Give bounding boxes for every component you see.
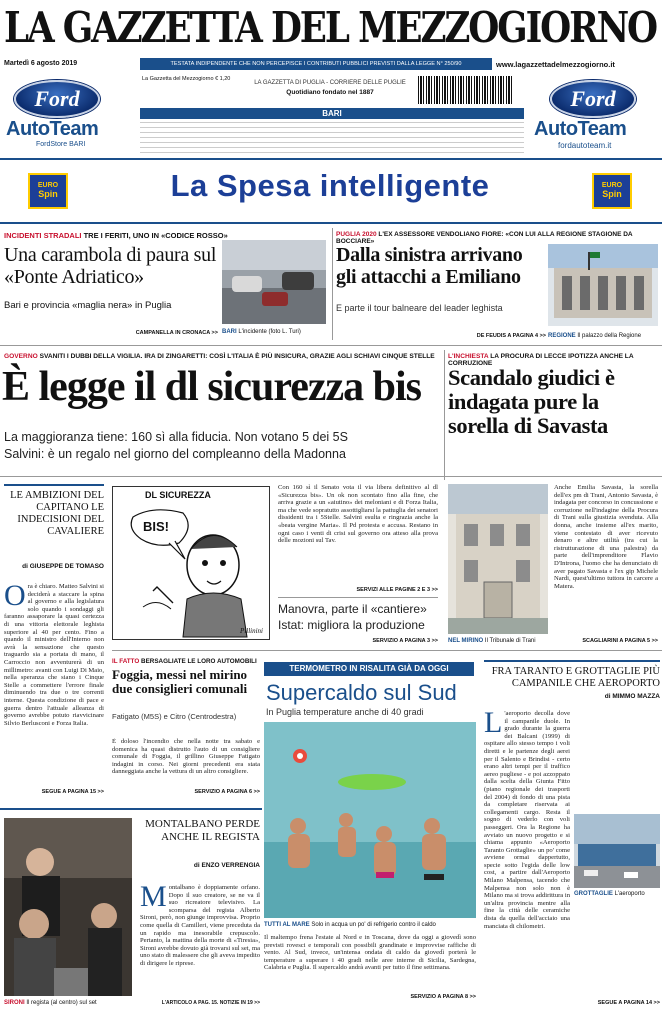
montalbano-author: di ENZO VERRENGIA xyxy=(193,862,260,869)
cartoon xyxy=(112,486,270,640)
aeroporto-caption: GROTTAGLIE L'aeroporto xyxy=(574,891,645,897)
eurospin-logo-right[interactable]: EURO Spin xyxy=(592,173,632,209)
tribunale-photo xyxy=(448,484,548,634)
eurospin-logo-left[interactable]: EURO Spin xyxy=(28,173,68,209)
manovra-ref[interactable]: SERVIZIO A PAGINA 3 >> xyxy=(372,638,438,644)
masthead-tagline: TESTATA INDIPENDENTE CHE NON PERCEPISCE I CONTRIBUTI PUBBLICI PREVISTI DALLA LEGGE N° 250/90 xyxy=(140,58,492,70)
supercaldo-body: Il maltempo frena l'estate al Nord e in Toscana, dove da oggi a giovedì sono previsti rovesci e temporali con possibili grandinate e improvvise raffiche di vento. Al Sud, invece, un'intensa ondata di caldo da giovedì porterà le temperature a superare i 40 gradi nelle aree interne di Sicilia, Sardegna, Calabria e Puglia. Il supercaldo andrà avanti per tutto il fine settimana. xyxy=(264,934,476,972)
taranto-ref[interactable]: SEGUE A PAGINA 14 >> xyxy=(597,1000,660,1006)
masthead-price: La Gazzetta del Mezzogiorno € 1,20 xyxy=(142,76,231,82)
cartoon-balloon-text: BIS! xyxy=(143,519,169,534)
carambola-subhead: Bari e provincia «maglia nera» in Puglia xyxy=(4,300,172,311)
sironi-caption: SIRONI Il regista (al centro) sul set xyxy=(4,1000,97,1006)
fordautoteam-site: fordautoteam.it xyxy=(558,141,612,150)
taranto-title[interactable]: FRA TARANTO E GROTTAGLIE PIÙ CAMPANILE CHE AEROPORTO xyxy=(491,666,660,689)
editorial-body: Ora è chiaro. Matteo Salvini si deciderà a staccare la spina al governo e alla legislatura solo quando i sondaggi gli faranno assaporare la quasi certezza di una vittoria elettorale leghista superiore al 40 per cento. Fino a quando il ministro dell'Interno non avrà la sensazione che questo traguardo sia a portata di mano, il Carroccio non avventurerà di un millimetro: avanti con Luigi Di Maio, nella speranza che siano i Cinque Stelle a commettere l'errore finale diminuendo tra due o tre correnti interne. Questa condizione di pace e guerra dentro l'attuale alleanza di governo avrebbe potuto riavvicinare Silvio Berlusconi e Forza Italia. xyxy=(4,583,104,727)
regione-caption: REGIONE Il palazzo della Regione xyxy=(548,333,642,339)
supercaldo-banner: TERMOMETRO IN RISALITA GIÀ DA OGGI xyxy=(264,662,474,676)
inchiesta-kicker: L'INCHIESTA LA PROCURA DI LECCE IPOTIZZA ANCHE LA CORRUZIONE xyxy=(448,353,634,367)
autoteam-right: AutoTeam xyxy=(534,118,627,140)
editorial-author: di GIUSEPPE DE TOMASO xyxy=(22,563,104,570)
masthead-fineprint xyxy=(140,122,524,156)
supercaldo-headline[interactable]: Supercaldo sul Sud xyxy=(266,680,457,705)
taranto-body-col1: L 'aeroporto decolla dove il campanile duole. In grado durante la guerra dei Balcani (1999) di ospitare allo stesso tempo i voli diretti e le partenze degli aerei per il Salento e Brindisi - certo erano altri tempi per il traffico aereo pugliese - e poi azzoppato dalla scelta della Giunta Fitto (piano regionale dei trasporti del 2004) di fondo di una pista da completare riservata ai collegamenti cargo. Resta il sogno di vederlo con voli passeggeri. Ora la Regione ha avviato un nuovo progetto e si chiama appunto «Aeroporto Taranto Grottaglie» un po' come avviene ormai dappertutto, specie sotto l'egida delle low cost, a partire dall'Aeroporto Milano Malpensa, tacendo che Malpensa non solo non è Milano ma si trova addirittura in un'altra provincia mentre alla fine la città delle ceramiche dista da quella dell'acciaio una manciata di chilometri. xyxy=(484,710,570,930)
supercaldo-ref[interactable]: SERVIZIO A PAGINA 8 >> xyxy=(410,994,476,1000)
masthead-title: LA GAZZETTA DEL MEZZOGIORNO xyxy=(4,3,656,52)
mare-photo xyxy=(264,722,476,918)
carambola-kicker: INCIDENTI STRADALI TRE I FERITI, UNO IN «CODICE ROSSO» xyxy=(4,231,228,240)
emiliano-ref[interactable]: DE FEUDIS A PAGINA 4 >> xyxy=(476,333,546,339)
foggia-subhead: Fatigato (M5S) e Citro (Centrodestra) xyxy=(112,712,237,721)
sicurezza-sub1: La maggioranza tiene: 160 sì alla fiducia. Non votano 5 dei 5S xyxy=(4,430,348,444)
carambola-ref[interactable]: CAMPANELLA IN CRONACA >> xyxy=(135,330,218,336)
supercaldo-subhead: In Puglia temperature anche di 40 gradi xyxy=(266,707,424,717)
cartoon-signature: Pillinini xyxy=(240,627,263,635)
masthead-website: www.lagazzettadelmezzogiorno.it xyxy=(496,60,615,69)
sicurezza-headline[interactable]: È legge il dl sicurezza bis xyxy=(2,364,422,410)
manovra-headline-1[interactable]: Manovra, parte il «cantiere» xyxy=(278,602,427,616)
masthead-publisher: LA GAZZETTA DI PUGLIA - CORRIERE DELLE PUGLIE xyxy=(254,80,406,86)
scandalo-body: Anche Emilia Savasta, la sorella dell'ex pm di Trani, Antonio Savasta, è indagata per concorso in concussione e corruzione nell'indagine della Procura di Trani sulla giustizia svenduta. Alla donna, anche insieme all'ex marito, viene contestato di aver ricevuto denaro e altre utilità (tra cui la ristrutturazione di una palestra) da parte dell'imprenditore Flavio D'Introna, l'uomo che ha denunciato di aver pagato Savasta e l'ex gip Michele Nardi, quest'ultimo tuttora in carcere a Matera. xyxy=(554,484,658,590)
manovra-headline-2[interactable]: Istat: migliora la produzione xyxy=(278,618,425,632)
masthead-date: Martedì 6 agosto 2019 xyxy=(4,60,78,67)
ford-logo-right[interactable]: Ford xyxy=(550,80,636,118)
scandalo-headline[interactable]: Scandalo giudici è indagata pure la sorella di Savasta xyxy=(448,365,615,438)
editorial-title[interactable]: LE AMBIZIONI DEL CAPITANO LE INDECISIONI DEL CAVALIERE xyxy=(10,490,104,537)
mare-caption: TUTTI AL MARE Solo in acqua un po' di refrigerio contro il caldo xyxy=(264,922,436,928)
tribunale-caption: NEL MIRINO Il Tribunale di Trani xyxy=(448,638,536,644)
autoteam-left: AutoTeam xyxy=(6,118,99,140)
aeroporto-photo xyxy=(574,814,660,888)
emiliano-subhead: E parte il tour balneare del leader leghista xyxy=(336,303,503,313)
regione-photo xyxy=(548,244,658,326)
scandalo-ref[interactable]: SCAGLIARINI A PAGINA 5 >> xyxy=(582,638,658,644)
barcode xyxy=(418,76,514,104)
montalbano-title[interactable]: MONTALBANO PERDE ANCHE IL REGISTA xyxy=(145,818,260,843)
emiliano-headline[interactable]: Dalla sinistra arrivano gli attacchi a Emiliano xyxy=(336,244,523,288)
carambola-photo xyxy=(222,240,326,324)
masthead-founded: Quotidiano fondato nel 1887 xyxy=(286,89,374,96)
eurospin-banner[interactable]: La Spesa intelligente xyxy=(170,168,490,203)
carambola-headline[interactable]: Una carambola di paura sul «Ponte Adriatico» xyxy=(4,244,217,288)
emiliano-kicker: PUGLIA 2020 L'EX ASSESSORE VENDOLIANO FIORE: «CON LUI ALLA REGIONE STAGIONE DA BOCCIARE» xyxy=(336,231,633,245)
editorial-ref[interactable]: SEGUE A PAGINA 15 >> xyxy=(41,789,104,795)
edition-label: BARI xyxy=(140,108,524,119)
carambola-caption: BARI L'incidente (foto L. Turi) xyxy=(222,329,301,335)
sicurezza-sub2: Salvini: è un regalo nel giorno del compleanno della Madonna xyxy=(4,447,346,461)
sicurezza-body: Con 160 sì il Senato vota il via libera definitivo al dl «Sicurezza bis». Un ok non scontato fino alla fine, che arriva grazie a un «aiutino» dei meloniani e di Forza Italia, ma che vede sopratutto assottigliarsi la pattuglia dei senatori dissidenti tra i 5Stelle. Salvini esulta e ringrazia anche la «beata vergine Maria». Il Pd protesta e accusa. Restano in ogni caso i venti di crisi sul governo ora atteso alla prova delle mozioni sul Tav. xyxy=(278,484,438,545)
foggia-kicker: IL FATTO BERSAGLIATE LE LORO AUTOMOBILI xyxy=(112,658,257,665)
montalbano-ref[interactable]: L'ARTICOLO A PAG. 15. NOTIZIE IN 19 >> xyxy=(161,1000,260,1006)
fordstore-label: FordStore BARI xyxy=(36,141,86,148)
governo-kicker: GOVERNO SVANITI I DUBBI DELLA VIGILIA. IRA DI ZINGARETTI: COSÌ L'ITALIA È PIÙ INSICURA, GRAZIE AGLI SCHIAVI CINQUE STELLE xyxy=(4,353,435,360)
foggia-headline[interactable]: Foggia, messi nel mirino due consiglieri comunali xyxy=(112,667,248,696)
taranto-author: di MIMMO MAZZA xyxy=(604,693,660,700)
sicurezza-ref[interactable]: SERVIZI ALLE PAGINE 2 E 3 >> xyxy=(356,587,438,593)
ford-logo-left[interactable]: Ford xyxy=(14,80,100,118)
cartoon-title: DL SICUREZZA xyxy=(145,490,211,500)
foggia-ref[interactable]: SERVIZIO A PAGINA 6 >> xyxy=(194,789,260,795)
montalbano-body: Montalbano è doppiamente orfano. Dopo il suo creatore, se ne va il suo ricreatore televisivo. La scomparsa del regista Alberto Sironi, però, non giunge improvvisa. Proprio come quella di Camilleri, viene preceduta da un rapido ma inesorabile crepuscolo. Pertanto, la mattina della morte di «Tiresia», Sironi avrebbe dovuto già trovarsi sul set, ma uno stato di malessere che gli aveva impedito di dirigere le riprese. xyxy=(140,884,260,967)
foggia-body: È doloso l'incendio che nella notte tra sabato e domenica ha quasi distrutto l'auto di un consigliere comunale di Foggia, il grillino Giuseppe Fatigato indagini in corso. Nei giorni precedenti era stata danneggiata anche la vettura di un altro consigliere. xyxy=(112,738,260,776)
sironi-photo xyxy=(4,818,132,996)
